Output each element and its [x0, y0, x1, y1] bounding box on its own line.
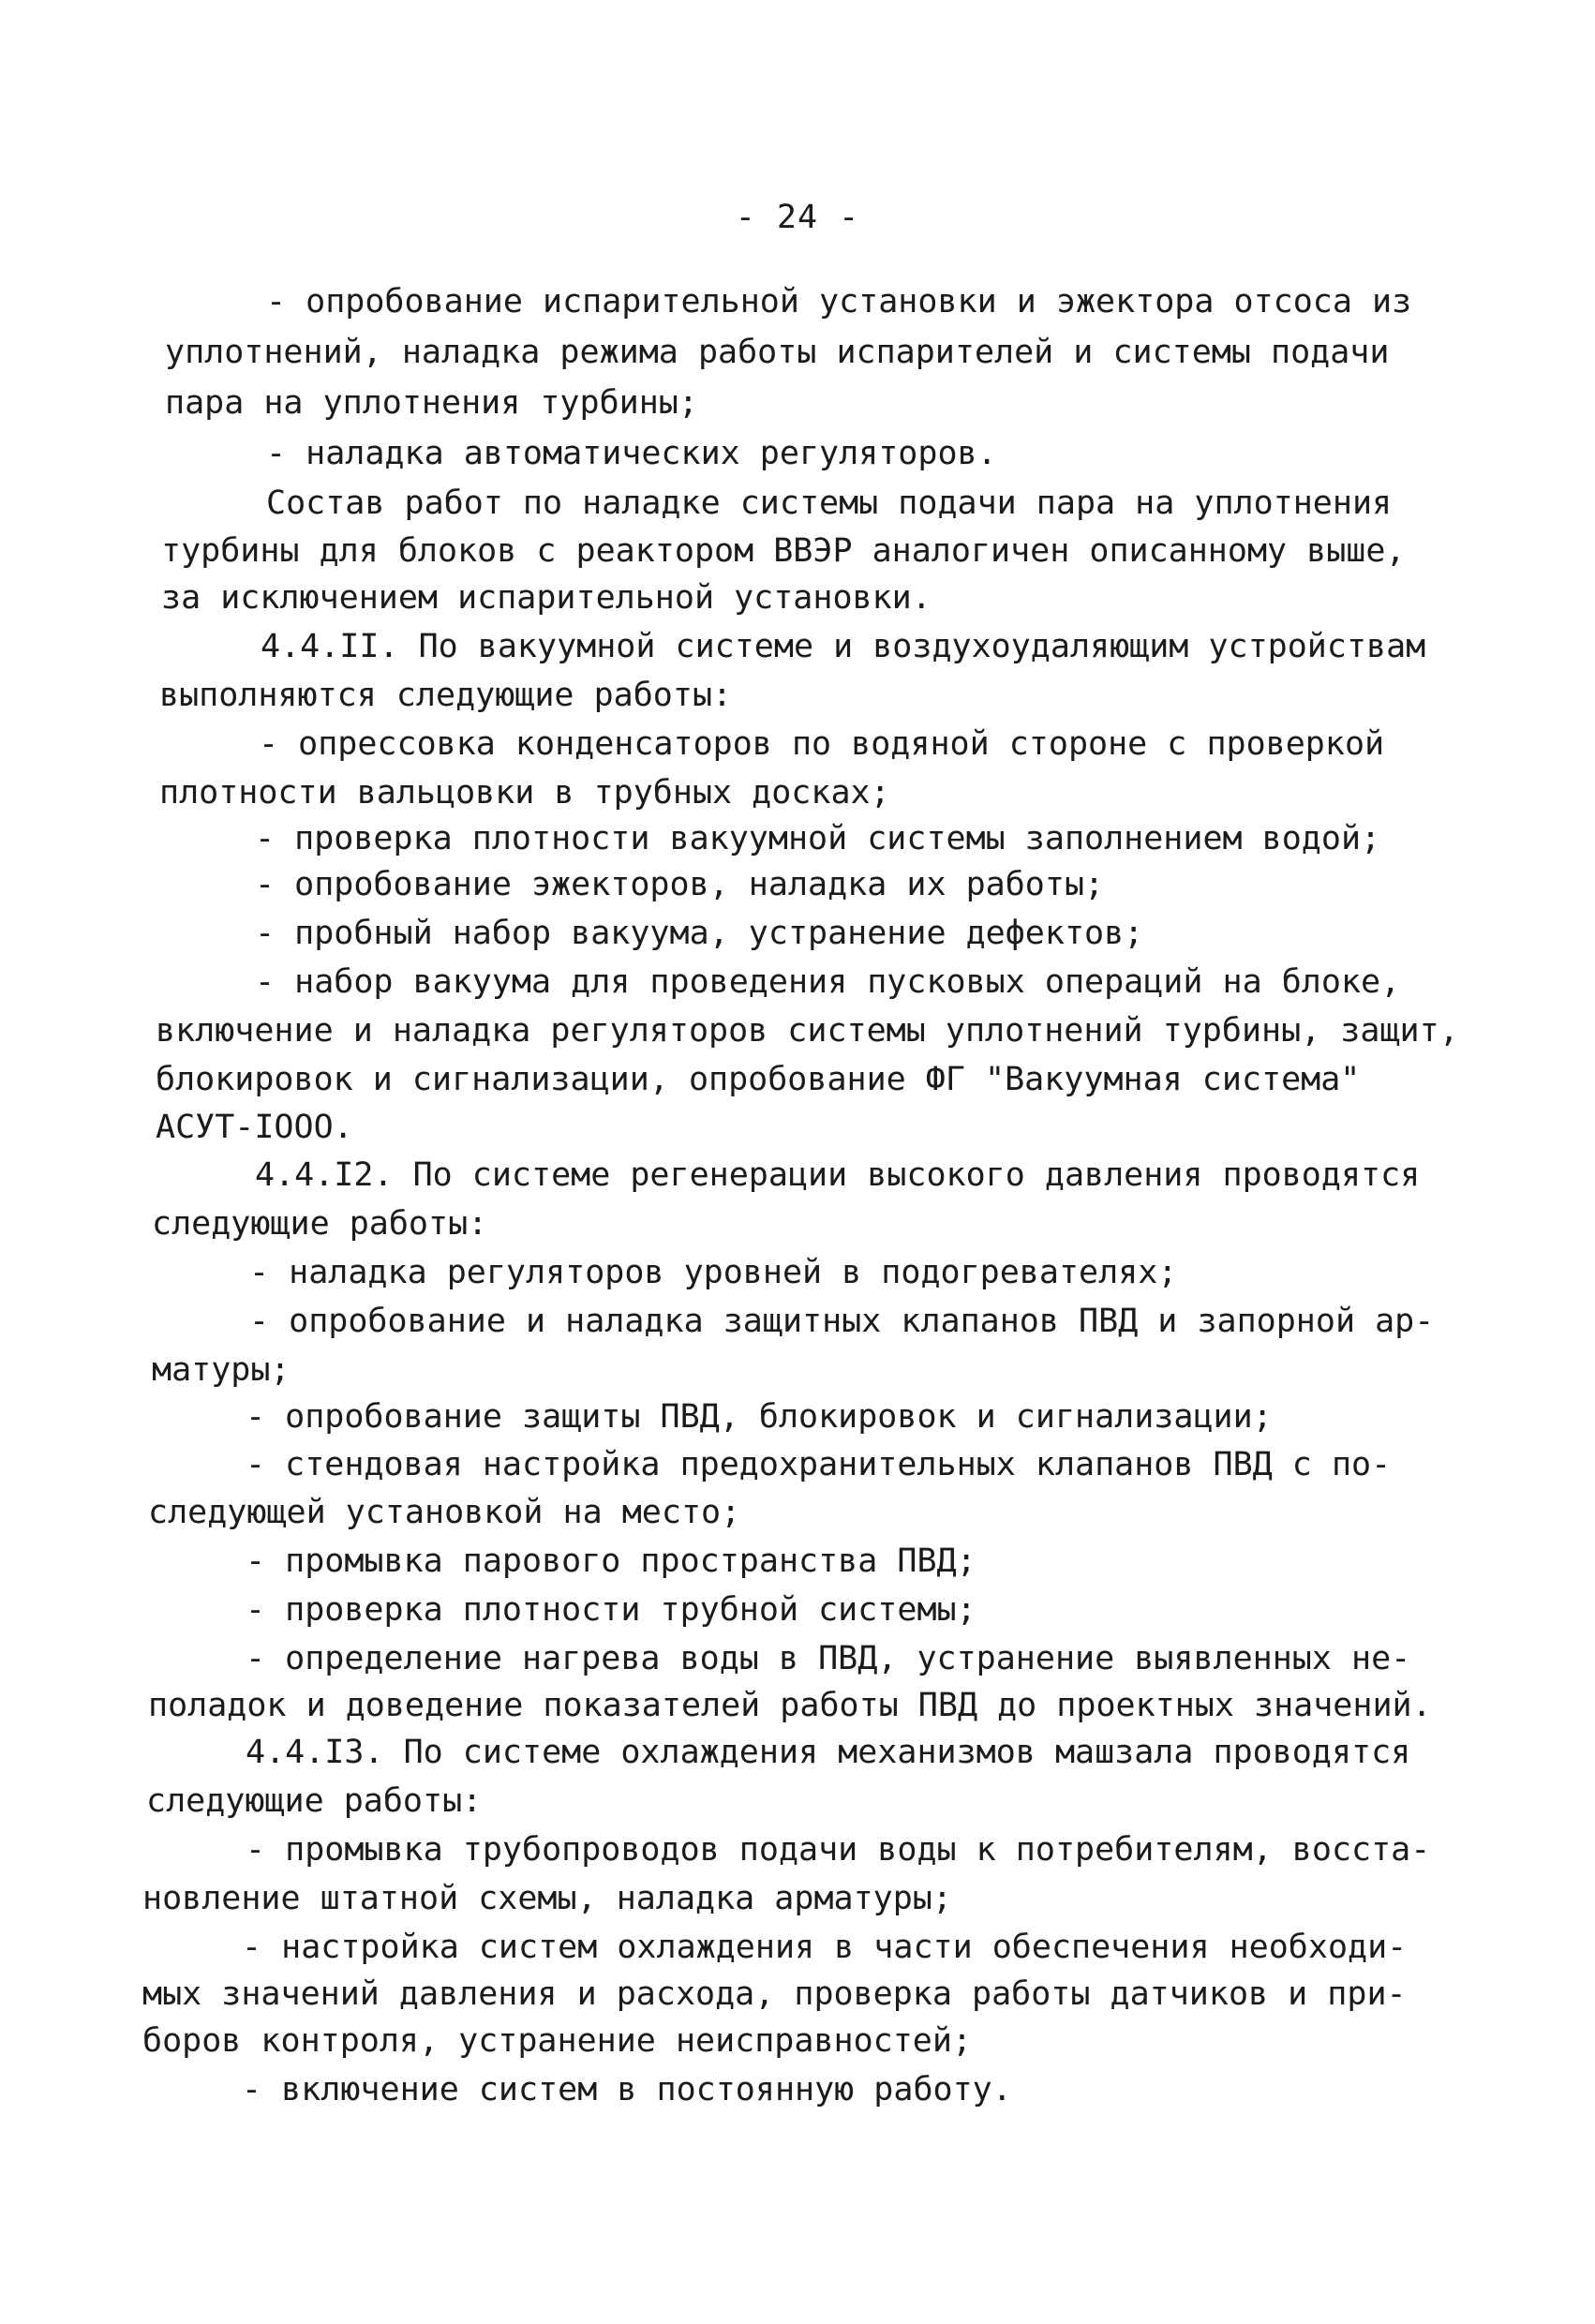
text-line: следующие работы: [152, 1205, 488, 1243]
text-line: поладок и доведение показателей работы ПВД до проектных значений. [148, 1687, 1432, 1724]
text-line: выполняются следующие работы: [159, 677, 733, 714]
text-line: - промывка парового пространства ПВД; [246, 1542, 976, 1580]
text-line: 4.4.I2. По системе регенерации высокого давления проводятся [255, 1156, 1421, 1194]
text-line: включение и наладка регуляторов системы уплотнений турбины, защит, [156, 1012, 1459, 1050]
text-line: следующие работы: [146, 1782, 483, 1820]
text-line: - промывка трубопроводов подачи воды к потребителям, восста- [246, 1831, 1431, 1869]
text-line: - опробование эжекторов, наладка их работы; [255, 866, 1105, 903]
text-line: - опрессовка конденсаторов по водяной стороне с проверкой [259, 725, 1385, 763]
text-line: уплотнений, наладка режима работы испарителей и системы подачи [165, 334, 1390, 371]
text-line: - наладка автоматических регуляторов. [266, 435, 997, 472]
text-line: 4.4.I3. По системе охлаждения механизмов машзала проводятся [246, 1734, 1411, 1771]
text-line: боров контроля, устранение неисправностей; [142, 2022, 973, 2060]
text-line: пара на уплотнения турбины; [165, 384, 698, 422]
text-line: - опробование защиты ПВД, блокировок и сигнализации; [246, 1398, 1273, 1436]
text-line: - проверка плотности трубной системы; [246, 1591, 976, 1629]
text-line: - определение нагрева воды в ПВД, устранение выявленных не- [246, 1640, 1411, 1677]
text-line: турбины для блоков с реактором ВВЭР аналогичен описанному выше, [161, 532, 1406, 570]
page-number: - 24 - [735, 199, 860, 236]
text-line: блокировок и сигнализации, опробование ФГ "Вакуумная система" [156, 1061, 1361, 1098]
text-line: матуры; [152, 1351, 291, 1389]
text-line: новление штатной схемы, наладка арматуры; [142, 1880, 952, 1917]
text-line: - стендовая настройка предохранительных клапанов ПВД с по- [246, 1446, 1392, 1483]
text-line: - проверка плотности вакуумной системы заполнением водой; [255, 820, 1381, 857]
text-line: следующей установкой на место; [148, 1494, 741, 1531]
text-line: - набор вакуума для проведения пусковых операций на блоке, [255, 963, 1401, 1001]
text-line: - настройка систем охлаждения в части обеспечения необходи- [242, 1929, 1408, 1966]
text-line: - опробование испарительной установки и эжектора отсоса из [266, 283, 1412, 320]
text-line: за исключением испарительной установки. [161, 579, 932, 617]
text-line: - наладка регуляторов уровней в подогревателях; [249, 1254, 1178, 1291]
text-line: - включение систем в постоянную работу. [242, 2071, 1012, 2108]
text-line: плотности вальцовки в трубных досках; [159, 774, 890, 812]
text-line: АСУТ-IOOO. [156, 1109, 353, 1146]
text-line: - пробный набор вакуума, устранение дефектов; [255, 915, 1144, 952]
text-line: Состав работ по наладке системы подачи пара на уплотнения [266, 484, 1393, 522]
text-line: - опробование и наладка защитных клапанов ПВД и запорной ар- [249, 1303, 1435, 1340]
text-line: мых значений давления и расхода, проверка работы датчиков и при- [142, 1975, 1407, 2013]
text-line: 4.4.II. По вакуумной системе и воздухоудаляющим устройствам [261, 628, 1426, 665]
